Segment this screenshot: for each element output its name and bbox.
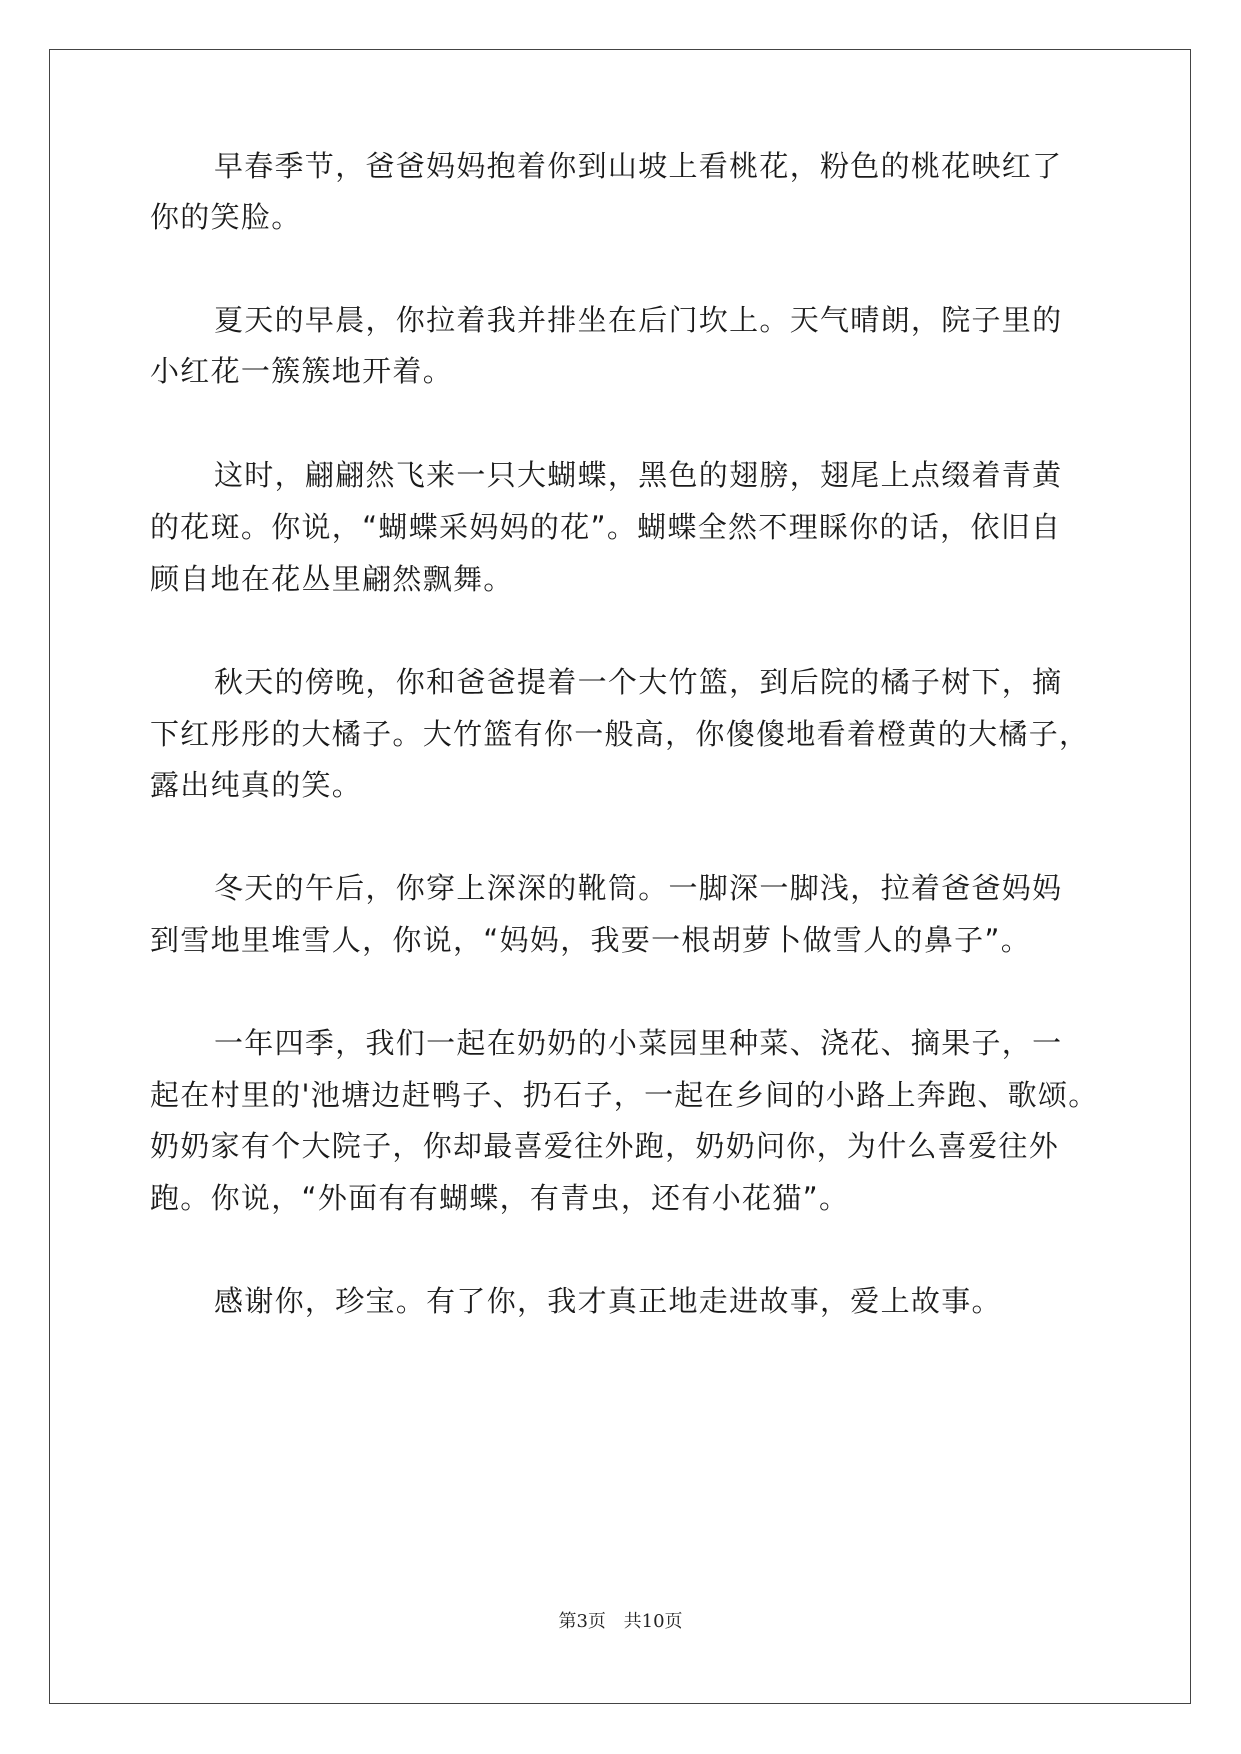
paragraph-line: 顾自地在花丛里翩然飘舞。 xyxy=(150,562,514,596)
paragraph-line: 起在村里的'池塘边赶鸭子、扔石子，一起在乡间的小路上奔跑、歌颂。 xyxy=(150,1078,1099,1112)
paragraph-line: 冬天的午后，你穿上深深的靴筒。一脚深一脚浅，拉着爸爸妈妈 xyxy=(214,871,1063,905)
page-number-total: 共10页 xyxy=(623,1611,683,1632)
page-footer xyxy=(0,1610,1241,1634)
paragraph-line: 这时，翩翩然飞来一只大蝴蝶，黑色的翅膀，翅尾上点缀着青黄 xyxy=(214,458,1063,492)
paragraph-line: 早春季节，爸爸妈妈抱着你到山坡上看桃花，粉色的桃花映红了 xyxy=(214,149,1063,183)
paragraph-line: 露出纯真的笑。 xyxy=(150,768,363,802)
paragraph-line: 下红彤彤的大橘子。大竹篮有你一般高，你傻傻地看着橙黄的大橘子， xyxy=(150,717,1090,751)
paragraph-line: 夏天的早晨，你拉着我并排坐在后门坎上。天气晴朗，院子里的 xyxy=(214,303,1063,337)
paragraph-line: 一年四季，我们一起在奶奶的小菜园里种菜、浇花、摘果子，一 xyxy=(214,1026,1063,1060)
paragraph-line: 秋天的傍晚，你和爸爸提着一个大竹篮，到后院的橘子树下，摘 xyxy=(214,665,1063,699)
paragraph-line: 的花斑。你说，“蝴蝶采妈妈的花”。蝴蝶全然不理睬你的话，依旧自 xyxy=(150,510,1062,544)
paragraph-line: 到雪地里堆雪人，你说，“妈妈，我要一根胡萝卜做雪人的鼻子”。 xyxy=(150,923,1032,957)
page-number-current: 第3页 xyxy=(558,1611,606,1632)
paragraph-line: 跑。你说，“外面有有蝴蝶，有青虫，还有小花猫”。 xyxy=(150,1181,850,1215)
paragraph-line: 奶奶家有个大院子，你却最喜爱往外跑，奶奶问你，为什么喜爱往外 xyxy=(150,1129,1060,1163)
paragraph-line: 感谢你，珍宝。有了你，我才真正地走进故事，爱上故事。 xyxy=(214,1284,1002,1318)
paragraph-line: 你的笑脸。 xyxy=(150,200,302,234)
paragraph-line: 小红花一簇簇地开着。 xyxy=(150,354,454,388)
